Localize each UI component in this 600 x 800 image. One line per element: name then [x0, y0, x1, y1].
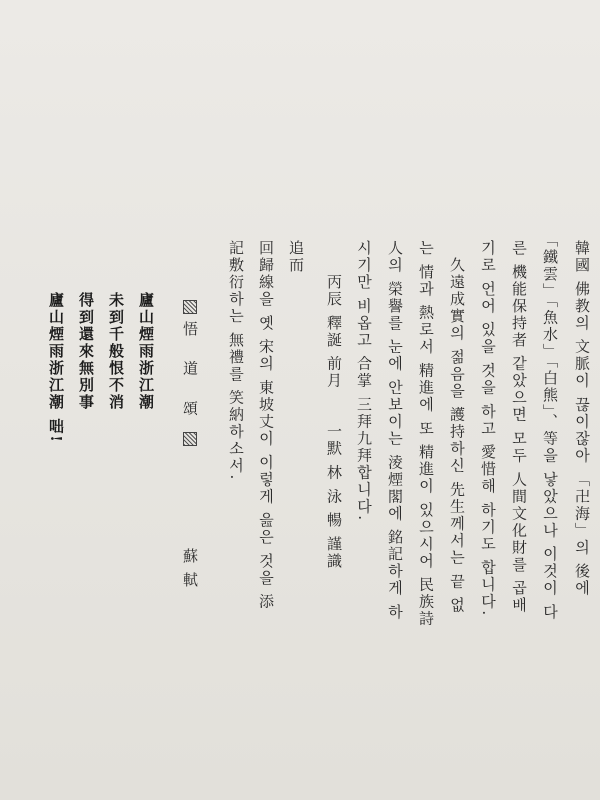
- poem-author: 蘇 軾: [181, 548, 199, 589]
- poem-line-1: 廬山煙雨浙江潮: [137, 292, 155, 411]
- square-mark-icon: [183, 432, 197, 446]
- main-text-line-8: 시기만 비옵고 合掌 三拜九拜합니다.: [355, 240, 373, 523]
- square-mark-icon: [183, 300, 197, 314]
- poem-line-3: 得到還來無別事: [77, 292, 95, 411]
- addendum-line-1: 回歸線을 옛 宋의 東坡丈이 이렇게 읊은 것을 添: [257, 240, 275, 611]
- main-text-line-6: 는 情과 熱로서 精進에 또 精進이 있으시어 民族詩: [417, 240, 435, 628]
- main-text-line-4: 기로 언어 있을 것을 하고 愛惜해 하기도 합니다.: [479, 240, 497, 618]
- poem-title: 悟 道 頌: [181, 320, 199, 426]
- poem-line-4: 廬山煙雨浙江潮 咄!: [47, 292, 65, 444]
- main-text-line-3: 른 機能保持者 같았으면 모두 人間文化財를 곱배: [510, 240, 528, 614]
- main-text-line-7: 人의 榮譽를 눈에 안보이는 淩煙閣에 銘記하게 하: [386, 240, 404, 621]
- poem-line-2: 未到千般恨不消: [107, 292, 125, 411]
- signature-line: 丙辰 釋誕 前月 一默 林 泳 暢 謹識: [325, 240, 343, 570]
- main-text-line-1: 韓國 佛教의 文脈이 끊이잖아 「卍海」의 後에: [573, 240, 591, 597]
- addendum-line-2: 記敷衍하는 無禮를 笑納하소서.: [227, 240, 245, 482]
- main-text-line-2: 「鐵雲」「魚水」「白熊」、等을 낳았으나 이것이 다: [541, 232, 559, 621]
- addendum-heading: 追而: [287, 240, 305, 274]
- main-text-line-5: 久遠成實의 젊음을 護持하신 先生께서는 끝 없: [448, 240, 466, 614]
